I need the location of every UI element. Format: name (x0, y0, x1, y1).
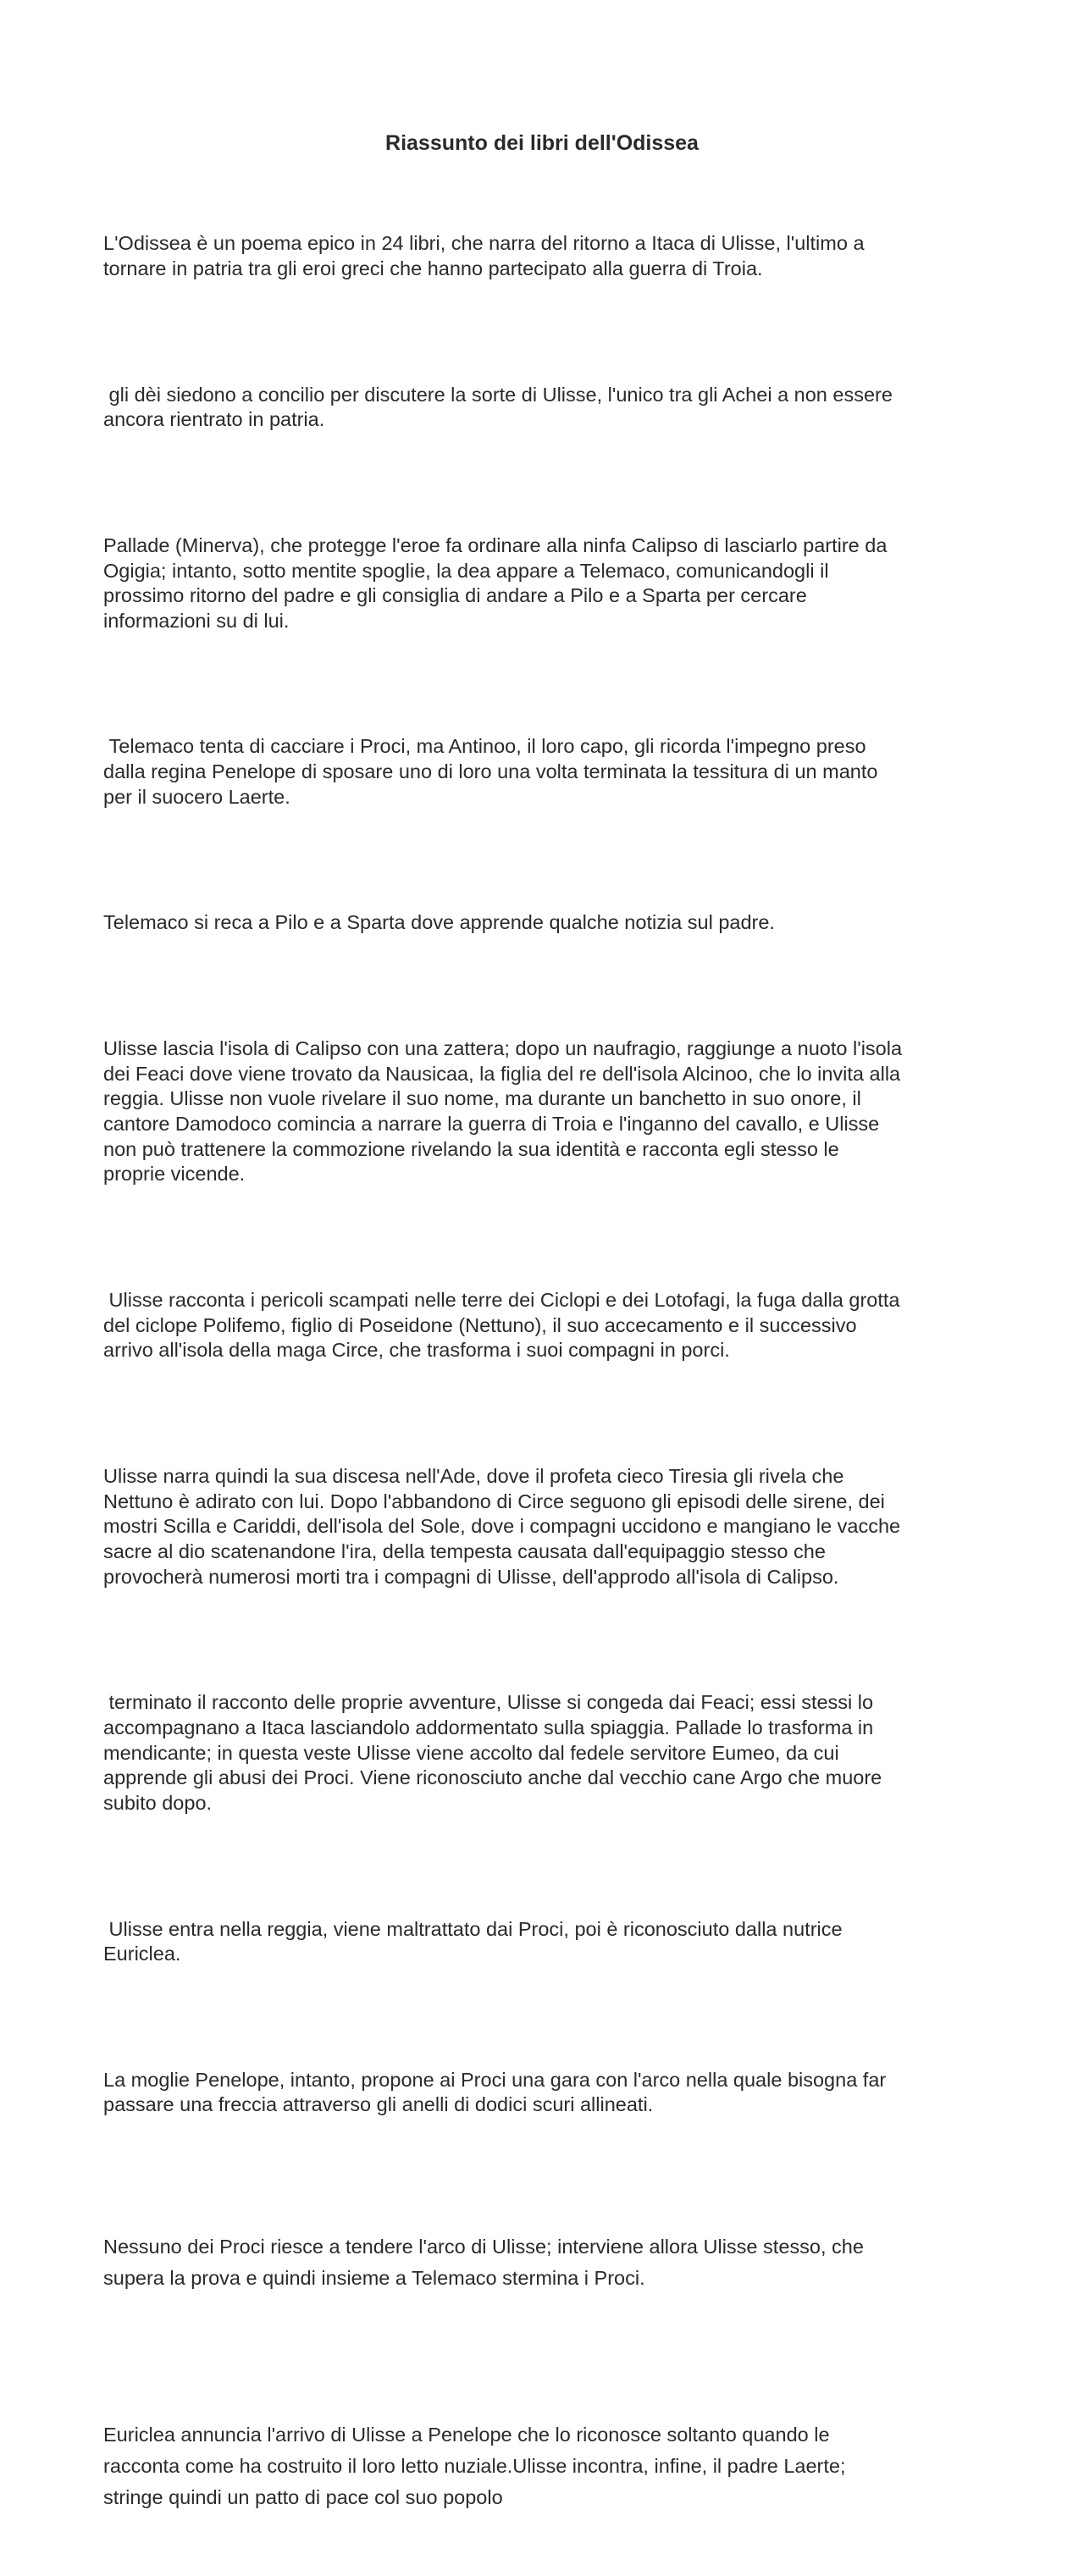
paragraph (103, 1413, 1001, 1639)
text-line: per il suocero Laerte. (103, 785, 290, 808)
text-line: mostri Scilla e Cariddi, dell'isola del Sole, dove i compagni uccidono e mangiano le vacche (103, 1515, 901, 1538)
text-line: prossimo ritorno del padre e gli consiglia di andare a Pilo e a Sparta per cercare (103, 584, 807, 607)
text-line: Ulisse entra nella reggia, viene maltrattato dai Proci, poi è riconosciuto dalla nutrice (103, 1917, 843, 1940)
text-line: supera la prova e quindi insieme a Telemaco stermina i Proci. (103, 2266, 645, 2289)
text-line: subito dopo. (103, 1792, 213, 1814)
paragraph (103, 1866, 1001, 2017)
paragraph (103, 2357, 1001, 2576)
text-line: gli dèi siedono a concilio per discutere la sorte di Ulisse, l'unico tra gli Achei a non essere (103, 383, 893, 406)
text-line: terminato il racconto delle proprie avventure, Ulisse si congeda dai Feaci; essi stessi lo (103, 1691, 874, 1714)
paragraph (103, 2017, 1001, 2168)
text-line: mendicante; in questa veste Ulisse viene accolto dal fedele servitore Eumeo, da cui (103, 1741, 839, 1764)
text-line: sacre al dio scatenandone l'ira, della tempesta causata dall'equipaggio stesso che (103, 1540, 826, 1562)
text-line: racconta come ha costruito il loro letto nuziale.Ulisse incontra, infine, il padre Laerte; (103, 2454, 846, 2477)
document-title: Riassunto dei libri dell'Odissea (385, 131, 699, 155)
paragraph (103, 483, 1001, 684)
document-body (103, 181, 1001, 2576)
text-line: Ulisse lascia l'isola di Calipso con una zattera; dopo un naufragio, raggiunge a nuoto l'isola (103, 1036, 903, 1059)
text-line: Ulisse narra quindi la sua discesa nell'Ade, dove il profeta cieco Tiresia gli rivela che (103, 1464, 844, 1487)
text-line: provocherà numerosi morti tra i compagni di Ulisse, dell'approdo all'isola di Calipso. (103, 1565, 839, 1588)
paragraph (103, 2169, 1001, 2357)
text-line: Pallade (Minerva), che protegge l'eroe fa ordinare alla ninfa Calipso di lasciarlo partire da (103, 533, 888, 556)
text-line: reggia. Ulisse non vuole rivelare il suo nome, ma durante un banchetto in suo onore, il (103, 1087, 861, 1110)
text-line: dei Feaci dove viene trovato da Nausicaa, la figlia del re dell'isola Alcinoo, che lo invita alla (103, 1062, 901, 1085)
text-line: non può trattenere la commozione rivelando la sua identità e racconta egli stesso le (103, 1137, 839, 1160)
paragraph (103, 860, 1001, 987)
text-line: Nessuno dei Proci riesce a tendere l'arco di Ulisse; interviene allora Ulisse stesso, che (103, 2235, 864, 2258)
paragraph (103, 1238, 1001, 1414)
text-line: informazioni su di lui. (103, 609, 290, 632)
text-line: dalla regina Penelope di sposare uno di loro una volta terminata la tessitura di un manto (103, 760, 878, 783)
paragraph (103, 181, 1001, 332)
text-line: Ulisse racconta i pericoli scampati nelle terre dei Ciclopi e dei Lotofagi, la fuga dalla grotta (103, 1288, 900, 1311)
text-line: apprende gli abusi dei Proci. Viene riconosciuto anche dal vecchio cane Argo che muore (103, 1766, 882, 1789)
text-line: Nettuno è adirato con lui. Dopo l'abbandono di Circe seguono gli episodi delle sirene, dei (103, 1490, 885, 1512)
text-line: tornare in patria tra gli eroi greci che hanno partecipato alla guerra di Troia. (103, 257, 763, 280)
text-line: stringe quindi un patto di pace col suo popolo (103, 2485, 503, 2508)
text-line: arrivo all'isola della maga Circe, che trasforma i suoi compagni in porci. (103, 1339, 730, 1362)
text-line: del ciclope Polifemo, figlio di Poseidone (Nettuno), il suo accecamento e il successivo (103, 1313, 857, 1336)
paragraph (103, 987, 1001, 1238)
paragraph (103, 1640, 1001, 1866)
text-line: passare una freccia attraverso gli anelli di dodici scuri allineati. (103, 2093, 654, 2116)
text-line: L'Odissea è un poema epico in 24 libri, che narra del ritorno a Itaca di Ulisse, l'ultimo a (103, 232, 865, 255)
text-line: Euriclea. (103, 1943, 181, 1965)
text-line: proprie vicende. (103, 1163, 246, 1186)
paragraph (103, 684, 1001, 860)
paragraph (103, 332, 1001, 483)
text-line: La moglie Penelope, intanto, propone ai Proci una gara con l'arco nella quale bisogna far (103, 2068, 887, 2091)
text-line: Telemaco tenta di cacciare i Proci, ma Antinoo, il loro capo, gli ricorda l'impegno preso (103, 735, 866, 758)
text-line: Euriclea annuncia l'arrivo di Ulisse a Penelope che lo riconosce soltanto quando le (103, 2423, 830, 2446)
text-line: Ogigia; intanto, sotto mentite spoglie, la dea appare a Telemaco, comunicandogli il (103, 559, 829, 582)
text-line: ancora rientrato in patria. (103, 408, 325, 431)
text-line: accompagnano a Itaca lasciandolo addormentato sulla spiaggia. Pallade lo trasforma in (103, 1716, 874, 1739)
text-line: Telemaco si reca a Pilo e a Sparta dove apprende qualche notizia sul padre. (103, 911, 775, 934)
text-line: cantore Damodoco comincia a narrare la guerra di Troia e l'inganno del cavallo, e Ulisse (103, 1113, 880, 1136)
